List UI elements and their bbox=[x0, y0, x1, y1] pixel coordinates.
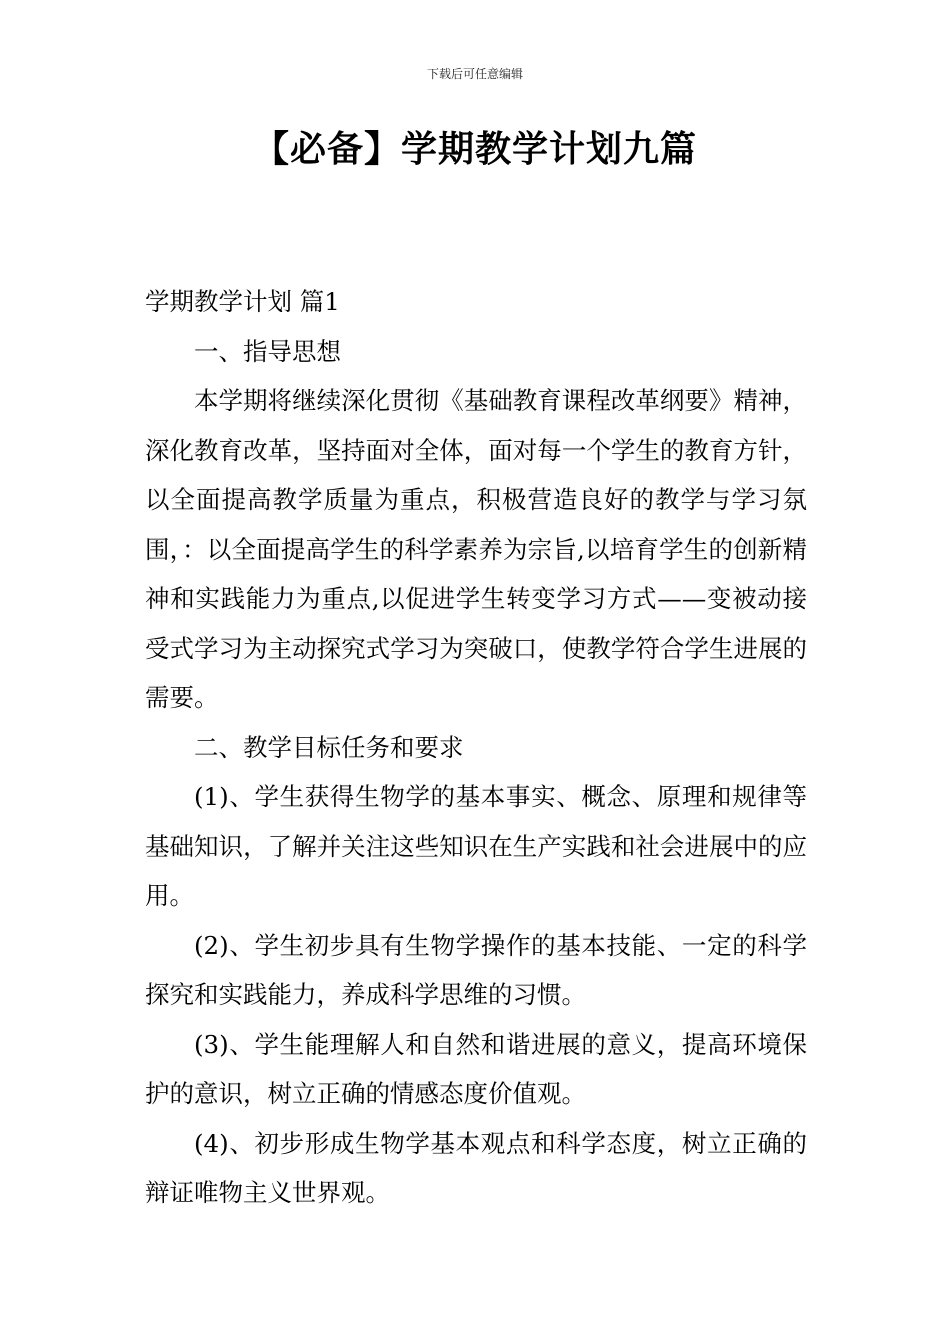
goal-item-4: (4)、初步形成生物学基本观点和科学态度，树立正确的辩证唯物主义世界观。 bbox=[145, 1128, 807, 1207]
goal-item-2: (2)、学生初步具有生物学操作的基本技能、一定的科学探究和实践能力，养成科学思维的习惯。 bbox=[145, 930, 807, 1009]
paragraph-guiding-ideology: 本学期将继续深化贯彻《基础教育课程改革纲要》精神，深化教育改革，坚持面对全体，面对每一个学生的教育方针，以全面提高教学质量为重点，积极营造良好的教学与学习氛围，：以全面提高学生的科学素养为宗旨,以培育学生的创新精神和实践能力为重点,以促进学生转变学习方式——变被动接受式学习为主动探究式学习为突破口，使教学符合学生进展的需要。 bbox=[145, 386, 807, 712]
document-body bbox=[145, 277, 807, 1218]
section-heading: 学期教学计划 篇1 bbox=[145, 287, 340, 316]
goal-item-3: (3)、学生能理解人和自然和谐进展的意义，提高环境保护的意识，树立正确的情感态度价值观。 bbox=[145, 1029, 807, 1108]
subheading-teaching-goals: 二、教学目标任务和要求 bbox=[194, 732, 464, 762]
document-title: 【必备】学期教学计划九篇 bbox=[252, 129, 697, 170]
page-header-note: 下载后可任意编辑 bbox=[426, 67, 523, 81]
subheading-guiding-ideology: 一、指导思想 bbox=[194, 336, 341, 366]
goal-item-1: (1)、学生获得生物学的基本事实、概念、原理和规律等基础知识，了解并关注这些知识在生产实践和社会进展中的应用。 bbox=[145, 782, 807, 910]
